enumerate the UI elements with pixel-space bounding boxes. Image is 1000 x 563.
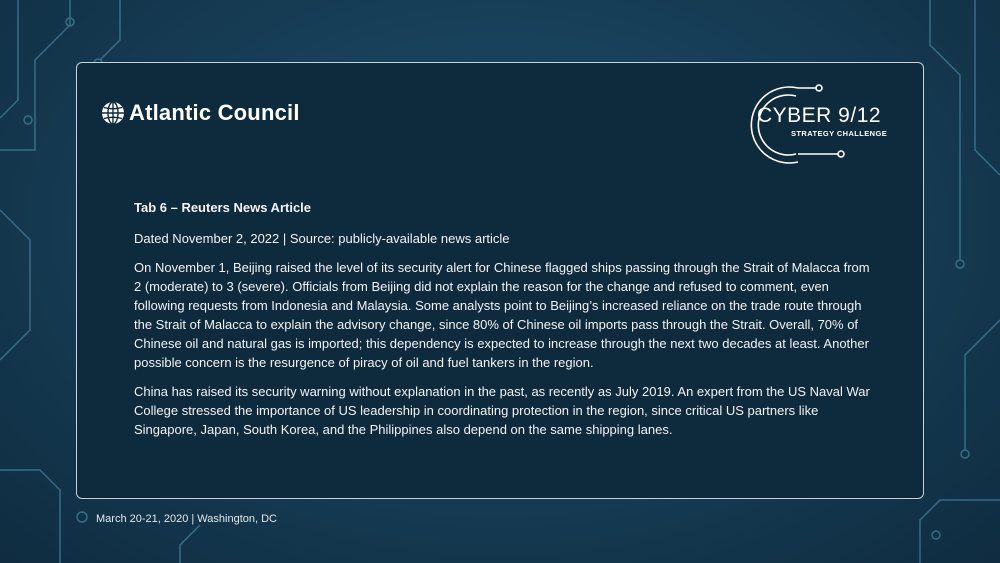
article-dated-line: Dated November 2, 2022 | Source: publicly-available news article [134, 231, 510, 246]
atlantic-council-text: Atlantic Council [129, 100, 300, 125]
article-content [134, 198, 874, 449]
article-paragraph-2: China has raised its security warning without explanation in the past, as recently as July 2019. An expert from the US Naval War College stressed the importance of US leadership in coordinating protection in the region, since critical US partners like Singapore, Japan, South Korea, and the Philippines also depend on the same shipping lanes. [134, 384, 870, 437]
cyber-912-logo [738, 84, 898, 166]
article-heading: Tab 6 – Reuters News Article [134, 200, 312, 215]
globe-icon [100, 100, 126, 126]
atlantic-council-logo [100, 100, 300, 126]
footer-event-info: March 20-21, 2020 | Washington, DC [96, 513, 277, 525]
cyber-title: CYBER 9/12 [757, 104, 882, 127]
article-paragraph-1: On November 1, Beijing raised the level of its security alert for Chinese flagged ships passing through the Strait of Malacca from 2 (moderate) to 3 (severe). Officials from Beijing did not explain the reason for the change and refused to comment, even following requests from Indonesia and Malaysia. Some analysts point to Beijing’s increased reliance on the trade route through the Strait of Malacca to explain the advisory change, since 80% of Chinese oil imports pass through the Strait. Overall, 70% of Chinese oil and natural gas is imported; this dependency is expected to increase through the next two decades at least. Another possible concern is the resurgence of piracy of oil and fuel tankers in the region. [134, 260, 870, 370]
cyber-subtitle: STRATEGY CHALLENGE [791, 129, 888, 138]
